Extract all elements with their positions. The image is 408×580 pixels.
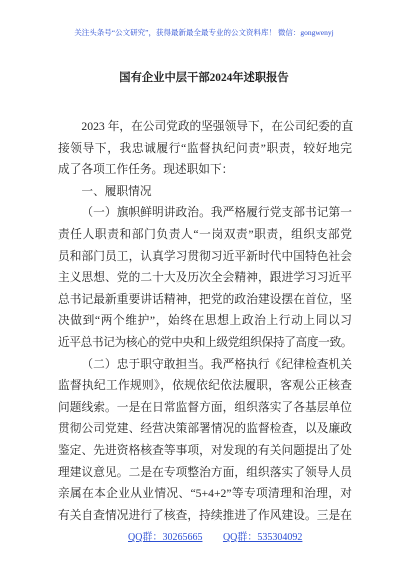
body-line: 监督执纪工作规则》，依规依纪依法履职，客观公正核查 (58, 379, 352, 393)
body-line: 有关自查情况进行了核查，持续推进了作风建设。三是在 (58, 508, 352, 522)
section-heading (58, 181, 352, 203)
body-line: 亲属在本企业从业情况、“5+4+2”等专项清理和治理，对 (58, 487, 352, 501)
body-line: 贯彻公司党建、经营决策部署情况的监督检查，以及廉政 (58, 422, 352, 436)
footer-links (128, 531, 302, 545)
body-line: 主义思想、党的二十大及历次全会精神，跟进学习习近平 (58, 271, 352, 285)
section-heading-text: 一、履职情况 (81, 184, 152, 198)
promo-header-note: 关注头条号“公文研究”，获得最新最全最专业的公文资料库！ 微信：gongwenyj (74, 28, 334, 37)
intro-paragraph (58, 116, 352, 181)
body-line: 总书记最新重要讲话精神，把党的政治建设摆在首位，坚 (58, 292, 352, 306)
body-line: 员和部门员工，认真学习贯彻习近平新时代中国特色社会 (58, 249, 352, 263)
qq-group-link-1[interactable]: QQ群：30265665 (128, 532, 203, 543)
body-line: （二）忠于职守敢担当。我严格执行《纪律检查机关 (81, 357, 352, 371)
body-line: 问题线索。一是在日常监督方面，组织落实了各基层单位 (58, 400, 352, 414)
body-line: 接领导下，我忠诚履行“监督执纪问责”职责，较好地完 (58, 141, 352, 155)
paragraph-political (58, 202, 352, 353)
body-line: 理建议意见。二是在专项整治方面，组织落实了领导人员 (58, 465, 352, 479)
body-line: （一）旗帜鲜明讲政治。我严格履行党支部书记第一 (81, 206, 352, 220)
body-line: 责任人职责和部门负责人“一岗双责”职责，组织支部党 (58, 227, 352, 241)
paragraph-duty (58, 354, 352, 527)
body-line: 鉴定、先进资格核查等事项，对发现的有关问题提出了处 (58, 443, 352, 457)
report-title: 国有企业中层干部2024年述职报告 (119, 72, 289, 84)
body-line: 2023 年，在公司党政的坚强领导下，在公司纪委的直 (81, 120, 354, 133)
body-line: 成了各项工作任务。现述职如下： (58, 163, 234, 177)
body-line: 决做到“两个维护”，始终在思想上政治上行动上同以习 (58, 314, 352, 328)
qq-group-link-2[interactable]: QQ群：535304092 (222, 532, 303, 543)
report-body (58, 116, 352, 526)
body-line: 近平总书记为核心的党中央和上级党组织保持了高度一致。 (58, 335, 352, 349)
